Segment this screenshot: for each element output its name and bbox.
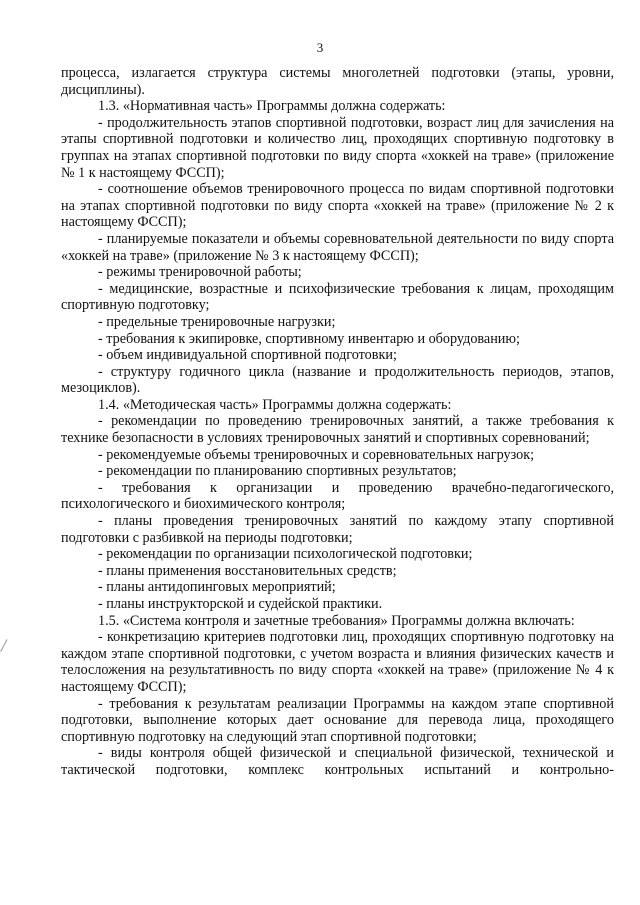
paragraph: - виды контроля общей физической и специальной физической, технической и тактической подготовки, комплекс контрольных испытаний и контрольно-: [61, 745, 614, 778]
paragraph: - требования к результатам реализации Программы на каждом этапе спортивной подготовки, выполнение которых дает основание для перевода лица, проходящего спортивную подготовку на следующий этап спортивной подготовки;: [61, 695, 614, 745]
paragraph: - планы проведения тренировочных занятий по каждому этапу спортивной подготовки с разбивкой на периоды подготовки;: [61, 513, 614, 546]
paragraph: 1.3. «Нормативная часть» Программы должна содержать:: [98, 98, 446, 115]
paragraph: 1.5. «Система контроля и зачетные требования» Программы должна включать:: [98, 612, 575, 629]
paragraph: 1.4. «Методическая часть» Программы должна содержать:: [98, 396, 452, 413]
paragraph: - структуру годичного цикла (название и продолжительность периодов, этапов, мезоциклов).: [61, 363, 614, 397]
paragraph: - требования к экипировке, спортивному инвентарю и оборудованию;: [98, 330, 520, 347]
paragraph: - медицинские, возрастные и психофизические требования к лицам, проходящим спортивную подготовку;: [61, 280, 614, 314]
paragraph: - рекомендуемые объемы тренировочных и соревновательных нагрузок;: [98, 446, 535, 463]
paragraph: - конкретизацию критериев подготовки лиц, проходящих спортивную подготовку на каждом этапе спортивной подготовки, с учетом возраста и влияния физических качеств и телосложения на результативность по виду спорта «хоккей на траве» (приложение № 4 к настоящему ФССП);: [61, 629, 614, 695]
document-body: [61, 65, 614, 779]
paragraph: - планы применения восстановительных средств;: [98, 562, 397, 579]
paragraph: - рекомендации по планированию спортивных результатов;: [98, 463, 457, 480]
paragraph: - предельные тренировочные нагрузки;: [98, 313, 336, 330]
paragraph: - соотношение объемов тренировочного процесса по видам спортивной подготовки на этапах спортивной подготовки по виду спорта «хоккей на траве» (приложение № 2 к настоящему ФССП);: [61, 181, 614, 231]
paragraph: - режимы тренировочной работы;: [98, 264, 302, 281]
paragraph: - рекомендации по проведению тренировочных занятий, а также требования к технике безопасности в условиях тренировочных занятий и спортивных соревнований;: [61, 413, 614, 447]
paragraph: - объем индивидуальной спортивной подготовки;: [98, 347, 397, 364]
paragraph: - рекомендации по организации психологической подготовки;: [98, 546, 473, 563]
paragraph: - планируемые показатели и объемы соревновательной деятельности по виду спорта «хоккей на траве» (приложение № 3 к настоящему ФССП);: [61, 230, 614, 264]
page-number: 3: [316, 40, 324, 55]
paragraph: процесса, излагается структура системы многолетней подготовки (этапы, уровни, дисциплины).: [61, 65, 614, 98]
margin-mark: [0, 639, 13, 655]
paragraph: - планы антидопинговых мероприятий;: [98, 579, 336, 596]
paragraph: - требования к организации и проведению врачебно-педагогического, психологического и биохимического контроля;: [61, 479, 614, 513]
paragraph: - продолжительность этапов спортивной подготовки, возраст лиц для зачисления на этапы спортивной подготовки и количество лиц, проходящих спортивную подготовку в группах на этапах спортивной подготовки по виду спорта «хоккей на траве» (приложение № 1 к настоящему ФССП);: [61, 114, 614, 181]
paragraph: - планы инструкторской и судейской практики.: [98, 596, 383, 612]
